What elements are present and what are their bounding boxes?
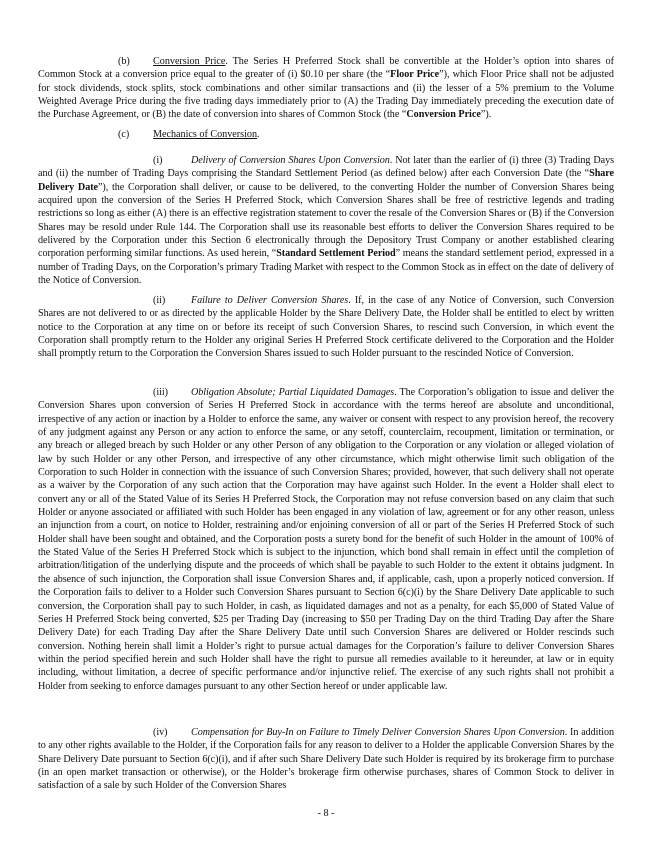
paragraph-text: . The Corporation’s obligation to issue and deliver the Conversion Shares upon conversion of Series H Preferred Stock in accordance with the terms hereof are absolute and unconditional, irrespective of any action or inaction by a Holder to enforce the same, any waiver or consent with respect to any provision hereof, the recovery of any judgment against any Person or any action to enforce the same, or any setoff, counterclaim, recoupment, limitation or termination, or any breach or alleged breach by such Holder or any other Person of any obligation to the Corporation or any violation or alleged violation of law by such Holder or any other Person, and irrespective of any other circumstance, which might otherwise limit such obligation of the Corporation to such Holder in connection with the issuance of such Conversion Shares; provided, however, that such delivery shall not operate as a waiver by the Corporation of any such action that the Corporation may have against such Holder. In the event a Holder shall elect to convert any or all of the Stated Value of its Series H Preferred Stock, the Corporation may not refuse conversion based on any claim that such Holder or anyone associated or affiliated with such Holder has been engaged in any violation of law, agreement or for any other reason, unless an injunction from a court, on notice to Holder, restraining and/or enjoining conversion of all or part of the Series H Preferred Stock of such Holder shall have been sought and obtained, and the Corporation posts a surety bond for the benefit of such Holder in the amount of 100% of the Stated Value of the Series H Preferred Stock which is subject to the injunction, which bond shall remain in effect until the completion of arbitration/litigation of the underlying dispute and the proceeds of which shall be payable to such Holder to the extent it obtains judgment. In the absence of such injunction, the Corporation shall issue Conversion Shares and, if applicable, cash, upon a properly noticed conversion. If the Corporation fails to deliver to a Holder such Conversion Shares pursuant to Section 6(c)(i) by the Share Delivery Date applicable to such conversion, the Corporation shall pay to such Holder, in cash, as liquidated damages and not as a penalty, for each $5,000 of Stated Value of Series H Preferred Stock being converted, $25 per Trading Day (increasing to $50 per Trading Day on the third Trading Day after the Share Delivery Date) for each Trading Day after the Share Delivery Date until such Conversion Shares are delivered or Holder rescinds such conversion. Nothing herein shall limit a Holder’s right to pursue actual damages for the Corporation’s failure to deliver Conversion Shares within the period specified herein and such Holder shall have the right to pursue all remedies available to it hereunder, at law or in equity including, without limitation, a decree of specific performance and/or injunctive relief. The exercise of any such rights shall not prohibit a Holder from seeking to enforce damages pursuant to any other Section hereof or under applicable law. (38, 387, 614, 692)
paragraph-text: . In addition to any other rights available to the Holder, if the Corporation fails for any reason to deliver to a Holder the applicable Conversion Shares by the Share Delivery Date pursuant to Section 6(c)(i), and if after such Share Delivery Date such Holder is required by its brokerage firm to purchase (in an open market transaction or otherwise), or the Holder’s brokerage firm otherwise purchases, shares of Common Stock to deliver in satisfaction of a sale by such Holder of the Conversion Shares (38, 727, 614, 792)
paragraph-b-conversion-price (38, 55, 614, 122)
page-number: - 8 - (317, 808, 335, 819)
section-heading: Conversion Price (153, 56, 226, 67)
paragraph-text: . (257, 129, 260, 140)
defined-term: Share Delivery Date (38, 168, 614, 193)
paragraph-c-mechanics (38, 128, 614, 141)
paragraph-ii-failure (38, 294, 614, 361)
paragraph-text: . The Series H Preferred Stock shall be convertible at the Holder’s option into shares of Common Stock at a conversion price equal to the greater of (i) $0.10 per share (the “ (38, 56, 614, 81)
paragraph-label: (b) (118, 56, 130, 67)
paragraph-text: ” means the standard settlement period, expressed in a number of Trading Days, on the Corporation’s primary Trading Market with respect to the Common Stock as in effect on the date of delivery of the Notice of Conversion. (38, 248, 614, 287)
section-heading: Delivery of Conversion Shares Upon Conversion (191, 155, 390, 166)
paragraph-iii-obligation (38, 386, 614, 693)
paragraph-label: (i) (153, 155, 163, 166)
section-heading: Obligation Absolute; Partial Liquidated Damages (191, 387, 395, 398)
paragraph-text: ”), which Floor Price shall not be adjusted for stock dividends, stock splits, stock combinations and other similar transactions and (ii) the lesser of a 5% premium to the Volume Weighted Average Price during the five trading days immediately prior to (A) the Trading Day immediately preceding the execution date of the Purchase Agreement, or (B) the date of conversion into shares of Common Stock (the “ (38, 69, 614, 121)
paragraph-label: (iv) (153, 727, 168, 738)
defined-term: Standard Settlement Period (276, 248, 396, 260)
defined-term: Conversion Price (406, 109, 481, 121)
paragraph-text: ”), the Corporation shall deliver, or cause to be delivered, to the converting Holder the number of Conversion Shares being acquired upon the conversion of the Series H Preferred Stock, which Conversion Shares shall be free of restrictive legends and trading restrictions so long as either (A) there is an effective registration statement to cover the resale of the Conversion Shares or (B) if the Conversion Shares may be resold under Rule 144. The Corporation shall use its reasonable best efforts to deliver the Conversion Shares required to be delivered by the Corporation under this Section 6 electronically through the Depository Trust Company or another established clearing corporation performing similar functions. As used herein, “ (38, 181, 614, 260)
paragraph-i-delivery (38, 154, 614, 287)
defined-term: Floor Price (390, 69, 440, 81)
paragraph-text: . If, in the case of any Notice of Conversion, such Conversion Shares are not delivered to or as directed by the applicable Holder by the Share Delivery Date, the Holder shall be entitled to elect by written notice to the Corporation at any time on or before its receipt of such Conversion Shares, to rescind such Conversion, in which event the Corporation shall promptly return to the Holder any original Series H Preferred Stock certificate delivered to the Corporation and the Holder shall promptly return to the Corporation the Conversion Shares issued to such Holder pursuant to the rescinded Notice of Conversion. (38, 295, 614, 360)
section-heading: Failure to Deliver Conversion Shares (191, 295, 349, 306)
paragraph-label: (ii) (153, 295, 166, 306)
paragraph-label: (c) (118, 129, 130, 140)
paragraph-text: . Not later than the earlier of (i) three (3) Trading Days and (ii) the number of Trading Days comprising the Standard Settlement Period (as defined below) after each Conversion Date (the “ (38, 155, 615, 180)
paragraph-label: (iii) (153, 387, 168, 398)
section-heading: Mechanics of Conversion (153, 129, 258, 140)
paragraph-text: ”). (480, 109, 492, 121)
paragraph-iv-buy-in (38, 726, 614, 793)
section-heading: Compensation for Buy-In on Failure to Timely Deliver Conversion Shares Upon Conversion (191, 727, 565, 738)
